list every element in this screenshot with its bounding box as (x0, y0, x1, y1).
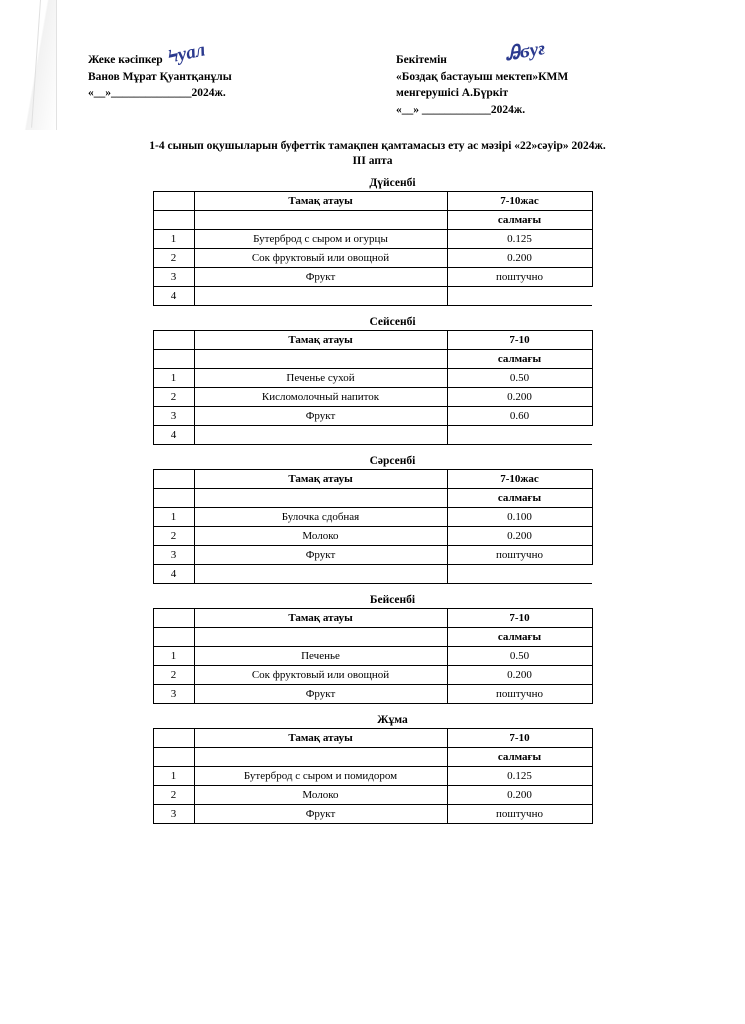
menu-table (153, 608, 593, 704)
weekly-menu-container (0, 177, 745, 824)
table-row (153, 527, 592, 546)
cell-dish: Фрукт (194, 546, 447, 565)
cell-index: 2 (153, 786, 194, 805)
table-header-row (153, 609, 592, 628)
table-row (153, 230, 592, 249)
header-cell-age: 7-10жас (447, 192, 592, 211)
cell-index: 4 (153, 426, 194, 445)
cell-dish: Сок фруктовый или овощной (194, 666, 447, 685)
signature-left: Ϟуал (166, 39, 208, 68)
subheader-cell-dish (194, 211, 447, 230)
cell-weight (447, 287, 592, 306)
subheader-cell-dish (194, 628, 447, 647)
subheader-cell-dish (194, 748, 447, 767)
header-cell-dish: Тамақ атауы (194, 729, 447, 748)
cell-dish: Фрукт (194, 805, 447, 824)
cell-index: 1 (153, 230, 194, 249)
cell-index: 1 (153, 508, 194, 527)
table-subheader-row (153, 350, 592, 369)
subheader-cell-no (153, 748, 194, 767)
day-block (0, 714, 745, 824)
table-row (153, 647, 592, 666)
subheader-cell-weight: салмағы (447, 489, 592, 508)
day-block (0, 316, 745, 445)
menu-table (153, 191, 593, 306)
table-row (153, 268, 592, 287)
menu-table (153, 728, 593, 824)
table-header-row (153, 470, 592, 489)
cell-index: 1 (153, 767, 194, 786)
page-title: 1-4 сынып оқушыларын буфеттік тамақпен қамтамасыз ету ас мәзірі «22»сәуір» 2024ж. (149, 140, 606, 152)
header-cell-age: 7-10жас (447, 470, 592, 489)
table-row (153, 287, 592, 306)
cell-index: 2 (153, 249, 194, 268)
cell-dish: Кисломолочный напиток (194, 388, 447, 407)
table-subheader-row (153, 748, 592, 767)
subheader-cell-weight: салмағы (447, 628, 592, 647)
cell-weight: 0.100 (447, 508, 592, 527)
cell-weight: 0.200 (447, 388, 592, 407)
table-row (153, 786, 592, 805)
day-block (0, 177, 745, 306)
cell-weight: 0.50 (447, 647, 592, 666)
table-row (153, 388, 592, 407)
cell-index: 2 (153, 388, 194, 407)
cell-weight: поштучно (447, 546, 592, 565)
header-right-line-1: Бекітемін (396, 54, 447, 66)
cell-weight: поштучно (447, 268, 592, 287)
document-content (0, 38, 745, 824)
table-row (153, 666, 592, 685)
cell-dish: Фрукт (194, 685, 447, 704)
header-cell-no (153, 192, 194, 211)
table-row (153, 426, 592, 445)
header-cell-dish: Тамақ атауы (194, 609, 447, 628)
cell-index: 3 (153, 685, 194, 704)
table-subheader-row (153, 628, 592, 647)
subheader-cell-weight: салмағы (447, 211, 592, 230)
cell-weight: 0.200 (447, 249, 592, 268)
header-right-block (396, 38, 696, 119)
header-cell-no (153, 609, 194, 628)
cell-weight: 0.200 (447, 666, 592, 685)
cell-index: 4 (153, 565, 194, 584)
header-left-line-1: Жеке кәсіпкер (88, 54, 163, 66)
cell-dish (194, 287, 447, 306)
header-cell-age: 7-10 (447, 729, 592, 748)
day-block (0, 455, 745, 584)
day-name: Сейсенбі (369, 316, 416, 329)
cell-dish: Фрукт (194, 407, 447, 426)
cell-dish: Сок фруктовый или овощной (194, 249, 447, 268)
table-row (153, 249, 592, 268)
table-row (153, 508, 592, 527)
header-cell-no (153, 331, 194, 350)
cell-dish: Печенье сухой (194, 369, 447, 388)
table-row (153, 546, 592, 565)
menu-table (153, 469, 593, 584)
signature-right: Ꭿϭуғ (504, 38, 547, 65)
header-left-line-2: Ванов Мұрат Қуантқанұлы (88, 70, 232, 83)
table-subheader-row (153, 489, 592, 508)
table-subheader-row (153, 211, 592, 230)
cell-weight: 0.125 (447, 767, 592, 786)
cell-index: 3 (153, 407, 194, 426)
cell-index: 2 (153, 527, 194, 546)
menu-table (153, 330, 593, 445)
cell-dish: Бутерброд с сыром и огурцы (194, 230, 447, 249)
subheader-cell-weight: салмағы (447, 748, 592, 767)
table-header-row (153, 331, 592, 350)
cell-weight: 0.200 (447, 786, 592, 805)
cell-dish: Булочка сдобная (194, 508, 447, 527)
header-left-block (88, 39, 338, 102)
cell-dish: Бутерброд с сыром и помидором (194, 767, 447, 786)
table-row (153, 685, 592, 704)
cell-weight: поштучно (447, 685, 592, 704)
header-cell-no (153, 470, 194, 489)
page-subtitle: III апта (352, 155, 393, 168)
table-row (153, 767, 592, 786)
document-header (0, 38, 745, 124)
subheader-cell-no (153, 211, 194, 230)
table-row (153, 407, 592, 426)
subheader-cell-weight: салмағы (447, 350, 592, 369)
cell-weight (447, 426, 592, 445)
header-cell-dish: Тамақ атауы (194, 192, 447, 211)
header-right-line-2: «Боздақ бастауыш мектеп»КММ (396, 70, 569, 83)
day-block (0, 594, 745, 704)
cell-index: 3 (153, 546, 194, 565)
header-left-line-3: «__»______________2024ж. (88, 87, 226, 100)
table-row (153, 369, 592, 388)
day-name: Бейсенбі (369, 594, 416, 607)
table-row (153, 565, 592, 584)
cell-weight: поштучно (447, 805, 592, 824)
subheader-cell-dish (194, 350, 447, 369)
header-cell-age: 7-10 (447, 609, 592, 628)
header-cell-dish: Тамақ атауы (194, 331, 447, 350)
subheader-cell-dish (194, 489, 447, 508)
header-cell-age: 7-10 (447, 331, 592, 350)
cell-dish: Молоко (194, 786, 447, 805)
table-header-row (153, 192, 592, 211)
cell-index: 3 (153, 268, 194, 287)
cell-index: 1 (153, 647, 194, 666)
cell-weight: 0.200 (447, 527, 592, 546)
cell-dish (194, 426, 447, 445)
cell-weight: 0.60 (447, 407, 592, 426)
header-cell-no (153, 729, 194, 748)
header-right-line-3: менгерушісі А.Бүркіт (396, 87, 509, 100)
cell-weight (447, 565, 592, 584)
cell-index: 2 (153, 666, 194, 685)
day-name: Сәрсенбі (369, 455, 416, 468)
subheader-cell-no (153, 489, 194, 508)
header-cell-dish: Тамақ атауы (194, 470, 447, 489)
table-header-row (153, 729, 592, 748)
cell-dish: Печенье (194, 647, 447, 666)
cell-weight: 0.125 (447, 230, 592, 249)
cell-weight: 0.50 (447, 369, 592, 388)
cell-index: 1 (153, 369, 194, 388)
header-right-line-4: «__» ____________2024ж. (396, 104, 526, 117)
table-row (153, 805, 592, 824)
cell-dish: Молоко (194, 527, 447, 546)
cell-dish (194, 565, 447, 584)
cell-index: 4 (153, 287, 194, 306)
cell-index: 3 (153, 805, 194, 824)
day-name: Жұма (377, 714, 408, 727)
subheader-cell-no (153, 350, 194, 369)
cell-dish: Фрукт (194, 268, 447, 287)
day-name: Дүйсенбі (369, 177, 416, 190)
subheader-cell-no (153, 628, 194, 647)
